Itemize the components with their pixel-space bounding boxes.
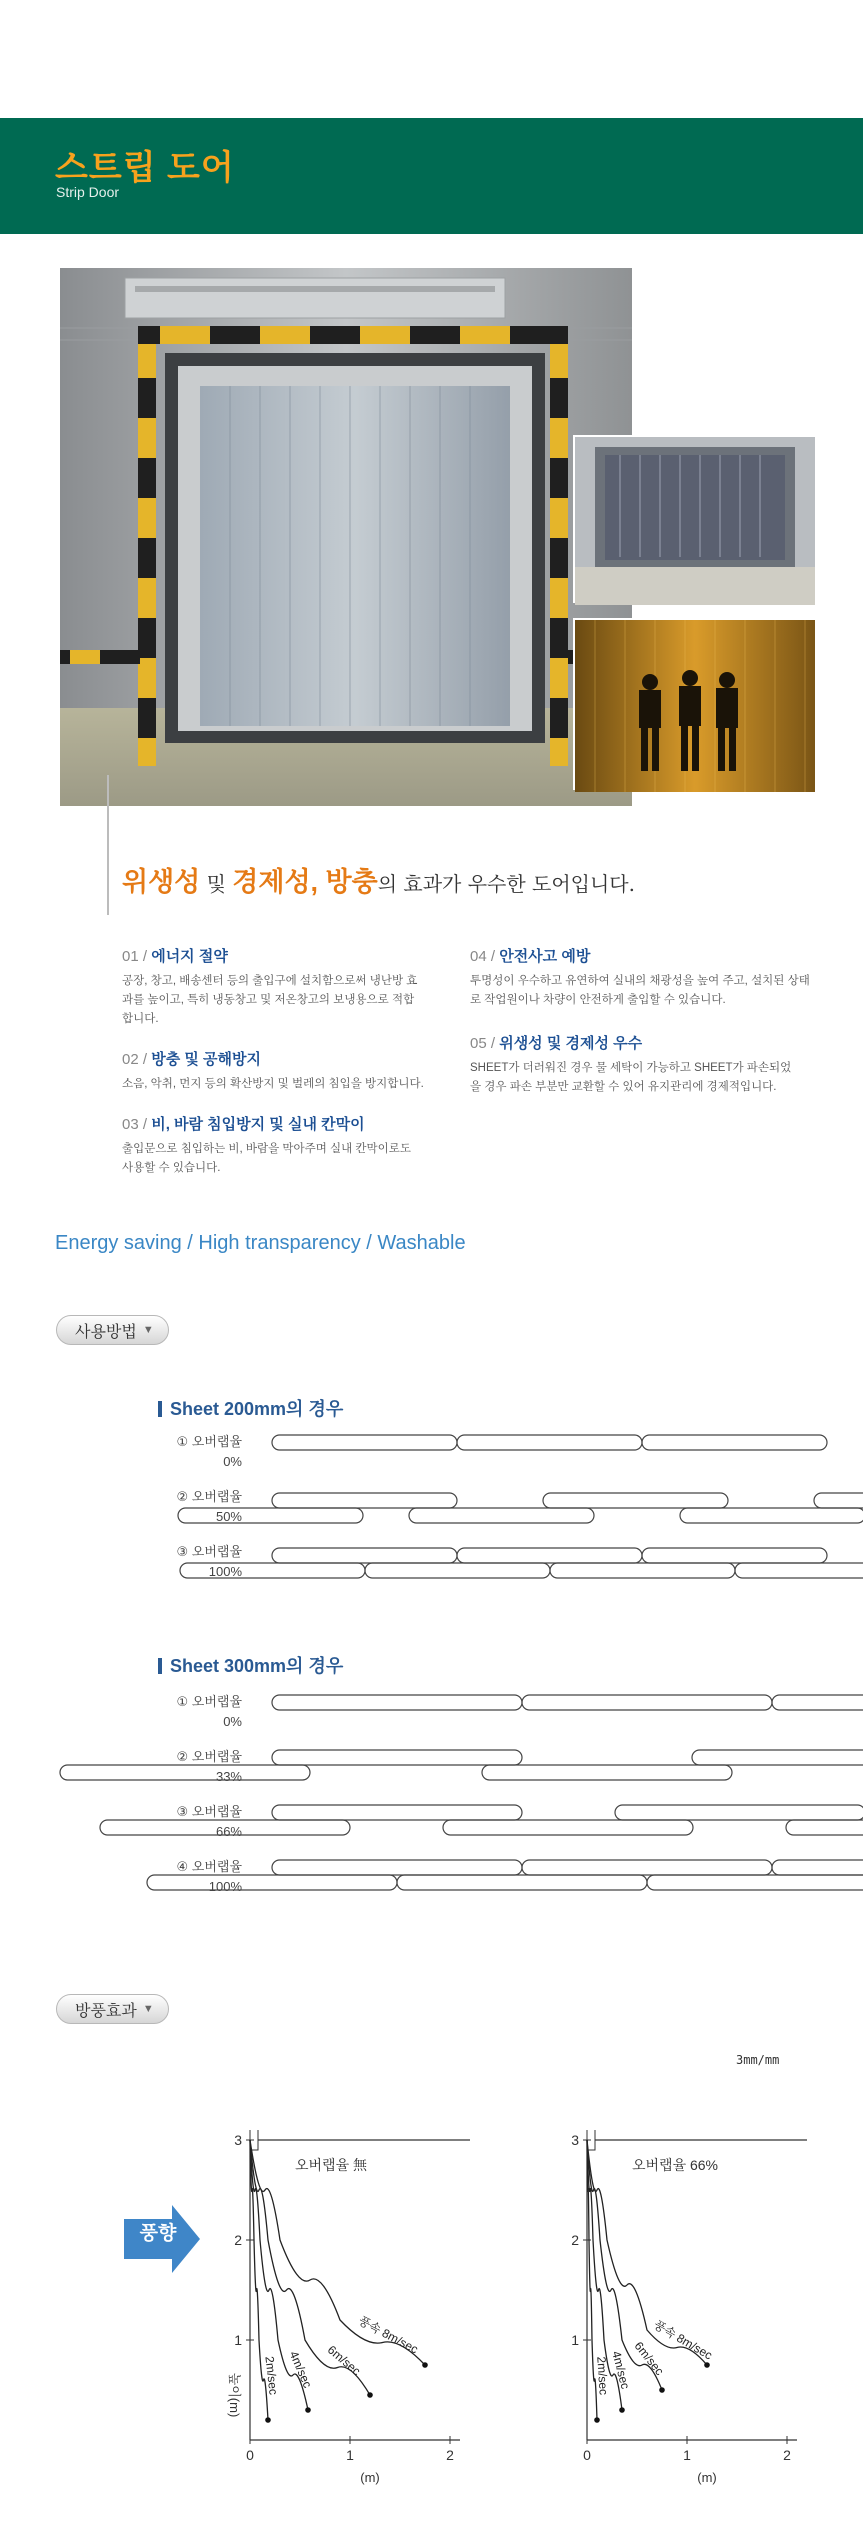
overlap-value: 100% xyxy=(208,1564,242,1579)
feature-03 xyxy=(122,1113,452,1178)
series-end-point-3 xyxy=(367,2392,373,2398)
x-tick-label: 1 xyxy=(346,2447,354,2463)
series-end-point-1 xyxy=(265,2417,271,2423)
feature-title: 에너지 절약 xyxy=(151,948,228,965)
headline-economy: 경제성, 방충 xyxy=(232,867,378,897)
feature-05 xyxy=(470,1032,800,1097)
usage-button[interactable] xyxy=(56,1315,169,1345)
feature-description: 투명성이 우수하고 유연하여 실내의 채광성을 높여 주고, 설치된 상태로 작업원이나 차량이 안전하게 출입할 수 있습니다. xyxy=(470,975,810,1006)
accent-divider xyxy=(107,775,109,915)
tagline: Energy saving / High transparency / Washable xyxy=(55,1232,466,1254)
wind-effect-button[interactable] xyxy=(56,1994,169,2024)
sheet200-title xyxy=(158,1395,343,1421)
feature-number: 02 / xyxy=(122,1051,148,1068)
feature-number: 03 / xyxy=(122,1116,148,1133)
section-bar-icon xyxy=(158,1401,162,1417)
feature-title: 방충 및 공해방지 xyxy=(151,1051,261,1068)
headline-rest: 의 효과가 우수한 도어입니다. xyxy=(377,872,635,896)
sheet200-row-1-label xyxy=(130,1432,242,1472)
series-line-4 xyxy=(250,2140,425,2365)
series-label-3: 6m/sec xyxy=(324,2342,364,2379)
section-bar-icon xyxy=(158,1658,162,1674)
page-title: 스트립 도어 xyxy=(55,149,235,187)
wind-direction-label: 풍향 xyxy=(139,2223,177,2244)
feature-description: 공장, 창고, 배송센터 등의 출입구에 설치함으로써 냉난방 효과를 높이고, 특히 냉동창고 및 저온창고의 보냉용으로 적합합니다. xyxy=(122,975,418,1025)
overlap-label: ① 오버랩율 xyxy=(176,1434,242,1449)
headline xyxy=(122,860,635,899)
sheet300-row-4-label xyxy=(130,1857,242,1897)
series-label-3: 6m/sec xyxy=(631,2339,667,2378)
series-end-point-4 xyxy=(422,2362,428,2368)
feature-description: 출입문으로 침입하는 비, 바람을 막아주며 실내 칸막이로도 사용할 수 있습니다. xyxy=(122,1143,411,1174)
headline-hygiene: 위생성 xyxy=(122,867,201,897)
feature-01 xyxy=(122,945,452,1029)
x-tick-label: 2 xyxy=(446,2447,454,2463)
x-tick-label: 0 xyxy=(246,2447,254,2463)
sheet300-row-3-label xyxy=(130,1802,242,1842)
chart-axes xyxy=(227,2130,470,2485)
overlap-value: 33% xyxy=(215,1769,242,1784)
sheet200-title-text: Sheet 200mm의 경우 xyxy=(170,1399,344,1419)
feature-heading xyxy=(122,1048,452,1069)
feature-heading xyxy=(470,945,800,966)
wind-effect-button-label: 방풍효과 xyxy=(75,2002,137,2020)
sheet300-diagram xyxy=(270,1690,820,1900)
feature-description: SHEET가 더러워진 경우 물 세탁이 가능하고 SHEET가 파손되었을 경우 파손 부분만 교환할 수 있어 유지관리에 경제적입니다. xyxy=(470,1062,792,1093)
feature-title: 안전사고 예방 xyxy=(499,948,591,965)
series-label-2: 4m/sec xyxy=(609,2349,633,2391)
series-label-4: 풍속 8m/sec xyxy=(651,2317,715,2363)
overlap-label: ② 오버랩율 xyxy=(176,1489,242,1504)
sheet300-title xyxy=(158,1652,343,1678)
thumbnail-strip-door-photo xyxy=(573,435,813,603)
series-end-point-4 xyxy=(704,2362,710,2368)
series-label-4: 풍속 8m/sec xyxy=(356,2313,421,2357)
usage-button-label: 사용방법 xyxy=(75,1323,137,1341)
series-end-point-3 xyxy=(659,2387,665,2393)
feature-title: 위생성 및 경제성 우수 xyxy=(499,1035,643,1052)
wind-chart-no-overlap xyxy=(200,2065,500,2485)
headline-and: 및 xyxy=(200,872,233,896)
series-label-1: 2m/sec xyxy=(262,2355,281,2396)
main-door-photo xyxy=(60,268,632,806)
chart-axes xyxy=(571,2130,807,2485)
overlap-label: ② 오버랩율 xyxy=(176,1749,242,1764)
y-tick-label: 2 xyxy=(571,2232,579,2248)
triangle-down-icon: ▼ xyxy=(142,2003,154,2015)
sheet200-row-3-label xyxy=(130,1542,242,1582)
chart-title: 오버랩율 無 xyxy=(295,2157,367,2173)
overlap-label: ③ 오버랩율 xyxy=(176,1804,242,1819)
overlap-label: ④ 오버랩율 xyxy=(176,1859,242,1874)
overlap-value: 0% xyxy=(223,1714,242,1729)
feature-number: 04 / xyxy=(470,948,496,965)
feature-heading xyxy=(122,1113,452,1134)
y-axis-label: 높이(m) xyxy=(227,2372,242,2418)
triangle-down-icon: ▼ xyxy=(142,1324,154,1336)
sheet300-row-2-label xyxy=(130,1747,242,1787)
sheet200-diagram xyxy=(270,1430,820,1590)
thumbnail-workers-photo xyxy=(573,618,813,790)
x-tick-label: 2 xyxy=(783,2447,791,2463)
x-axis-label: (m) xyxy=(360,2470,380,2485)
feature-heading xyxy=(122,945,452,966)
sheet300-row-1-label xyxy=(130,1692,242,1732)
unit-note: 3mm/mm xyxy=(736,2053,780,2067)
series-end-point-1 xyxy=(594,2417,600,2423)
sheet300-title-text: Sheet 300mm의 경우 xyxy=(170,1656,344,1676)
x-tick-label: 1 xyxy=(683,2447,691,2463)
series-label-2: 4m/sec xyxy=(286,2348,315,2390)
feature-number: 01 / xyxy=(122,948,148,965)
series-label-1: 2m/sec xyxy=(594,2356,611,2396)
series-end-point-2 xyxy=(619,2407,625,2413)
x-axis-label: (m) xyxy=(697,2470,717,2485)
overlap-value: 0% xyxy=(223,1454,242,1469)
y-tick-label: 3 xyxy=(234,2132,242,2148)
series-line-4 xyxy=(587,2140,707,2365)
overlap-value: 66% xyxy=(215,1824,242,1839)
feature-02 xyxy=(122,1048,452,1094)
x-tick-label: 0 xyxy=(583,2447,591,2463)
sheet200-row-2-label xyxy=(130,1487,242,1527)
y-tick-label: 1 xyxy=(234,2332,242,2348)
y-tick-label: 2 xyxy=(234,2232,242,2248)
feature-heading xyxy=(470,1032,800,1053)
y-tick-label: 3 xyxy=(571,2132,579,2148)
page-banner xyxy=(0,118,863,234)
y-tick-label: 1 xyxy=(571,2332,579,2348)
overlap-label: ① 오버랩율 xyxy=(176,1694,242,1709)
series-end-point-2 xyxy=(305,2407,311,2413)
feature-04 xyxy=(470,945,810,1010)
feature-number: 05 / xyxy=(470,1035,496,1052)
overlap-value: 100% xyxy=(208,1879,242,1894)
overlap-label: ③ 오버랩율 xyxy=(176,1544,242,1559)
wind-chart-66-overlap xyxy=(535,2065,825,2485)
feature-title: 비, 바람 침입방지 및 실내 칸막이 xyxy=(151,1116,365,1133)
chart-title: 오버랩율 66% xyxy=(632,2157,719,2173)
page-subtitle: Strip Door xyxy=(56,184,120,200)
feature-description: 소음, 악취, 먼지 등의 확산방지 및 벌레의 침입을 방지합니다. xyxy=(122,1078,424,1090)
overlap-value: 50% xyxy=(215,1509,242,1524)
